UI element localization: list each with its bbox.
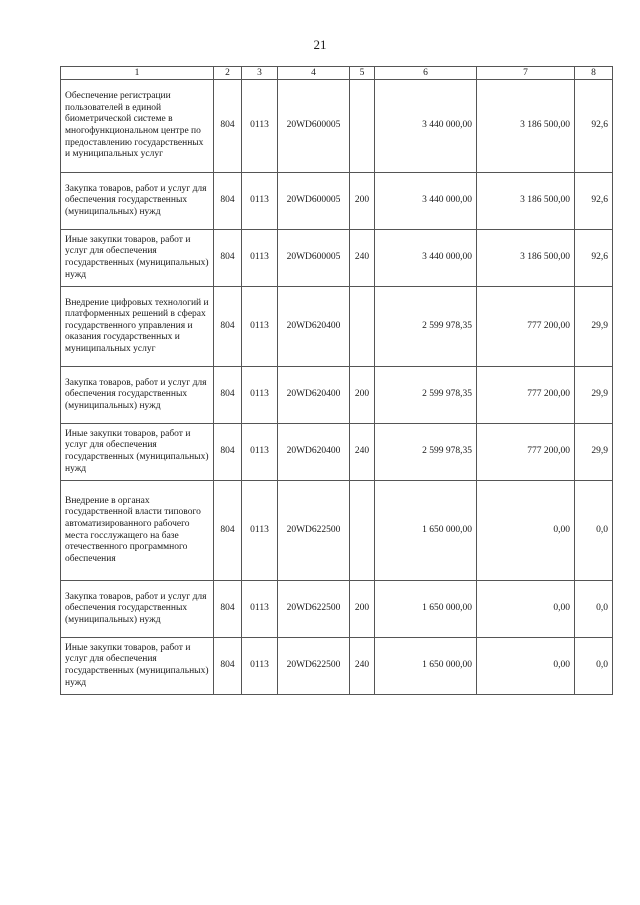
row-name: Внедрение в органах государственной власти типового автоматизированного рабочего места госслужащего на базе отечественного программного обеспечения [61,481,214,581]
table-row [61,173,613,230]
planned-amount: 3 440 000,00 [375,230,477,287]
expense-type-code [350,80,375,173]
execution-percent: 0,0 [575,638,613,695]
expense-type-code: 240 [350,424,375,481]
table-row [61,367,613,424]
row-name: Иные закупки товаров, работ и услуг для обеспечения государственных (муниципальных) нужд [61,638,214,695]
section-code: 0113 [242,367,278,424]
executed-amount: 0,00 [477,481,575,581]
executed-amount: 777 200,00 [477,424,575,481]
row-name: Иные закупки товаров, работ и услуг для обеспечения государственных (муниципальных) нужд [61,424,214,481]
grbs-code: 804 [214,367,242,424]
column-header: 5 [350,67,375,80]
section-code: 0113 [242,481,278,581]
execution-percent: 29,9 [575,367,613,424]
target-article-code: 20WD620400 [278,287,350,367]
row-name: Обеспечение регистрации пользователей в единой биометрической системе в многофункциональном центре по предоставлению государственных и муниципальных услуг [61,80,214,173]
executed-amount: 3 186 500,00 [477,230,575,287]
column-header: 6 [375,67,477,80]
execution-percent: 0,0 [575,481,613,581]
execution-percent: 29,9 [575,424,613,481]
planned-amount: 2 599 978,35 [375,367,477,424]
target-article-code: 20WD622500 [278,581,350,638]
planned-amount: 1 650 000,00 [375,481,477,581]
column-header: 1 [61,67,214,80]
planned-amount: 2 599 978,35 [375,424,477,481]
grbs-code: 804 [214,230,242,287]
row-name: Закупка товаров, работ и услуг для обеспечения государственных (муниципальных) нужд [61,581,214,638]
executed-amount: 777 200,00 [477,367,575,424]
grbs-code: 804 [214,481,242,581]
planned-amount: 1 650 000,00 [375,638,477,695]
grbs-code: 804 [214,638,242,695]
section-code: 0113 [242,638,278,695]
section-code: 0113 [242,80,278,173]
column-number-row [61,67,613,80]
execution-percent: 29,9 [575,287,613,367]
executed-amount: 3 186 500,00 [477,173,575,230]
execution-percent: 0,0 [575,581,613,638]
budget-table [60,66,613,695]
column-header: 3 [242,67,278,80]
table-row [61,424,613,481]
expense-type-code: 240 [350,230,375,287]
column-header: 4 [278,67,350,80]
table-row [61,230,613,287]
section-code: 0113 [242,287,278,367]
expense-type-code: 200 [350,367,375,424]
table-row [61,481,613,581]
row-name: Закупка товаров, работ и услуг для обеспечения государственных (муниципальных) нужд [61,367,214,424]
grbs-code: 804 [214,173,242,230]
expense-type-code [350,481,375,581]
planned-amount: 2 599 978,35 [375,287,477,367]
table-body [61,80,613,695]
expense-type-code: 200 [350,173,375,230]
grbs-code: 804 [214,80,242,173]
target-article-code: 20WD620400 [278,424,350,481]
planned-amount: 3 440 000,00 [375,173,477,230]
page-number: 21 [313,37,327,52]
target-article-code: 20WD622500 [278,481,350,581]
executed-amount: 777 200,00 [477,287,575,367]
planned-amount: 1 650 000,00 [375,581,477,638]
expense-type-code: 200 [350,581,375,638]
executed-amount: 0,00 [477,638,575,695]
table-row [61,638,613,695]
grbs-code: 804 [214,287,242,367]
expense-type-code: 240 [350,638,375,695]
table-row [61,581,613,638]
section-code: 0113 [242,230,278,287]
column-header: 2 [214,67,242,80]
column-header: 7 [477,67,575,80]
table-row [61,80,613,173]
grbs-code: 804 [214,581,242,638]
row-name: Иные закупки товаров, работ и услуг для обеспечения государственных (муниципальных) нужд [61,230,214,287]
column-header: 8 [575,67,613,80]
row-name: Закупка товаров, работ и услуг для обеспечения государственных (муниципальных) нужд [61,173,214,230]
target-article-code: 20WD622500 [278,638,350,695]
section-code: 0113 [242,173,278,230]
target-article-code: 20WD620400 [278,367,350,424]
target-article-code: 20WD600005 [278,80,350,173]
execution-percent: 92,6 [575,230,613,287]
execution-percent: 92,6 [575,173,613,230]
table-row [61,287,613,367]
section-code: 0113 [242,424,278,481]
executed-amount: 0,00 [477,581,575,638]
row-name: Внедрение цифровых технологий и платформенных решений в сферах государственного управления и оказания государственных и муниципальных услуг [61,287,214,367]
target-article-code: 20WD600005 [278,230,350,287]
execution-percent: 92,6 [575,80,613,173]
section-code: 0113 [242,581,278,638]
target-article-code: 20WD600005 [278,173,350,230]
expense-type-code [350,287,375,367]
grbs-code: 804 [214,424,242,481]
executed-amount: 3 186 500,00 [477,80,575,173]
planned-amount: 3 440 000,00 [375,80,477,173]
